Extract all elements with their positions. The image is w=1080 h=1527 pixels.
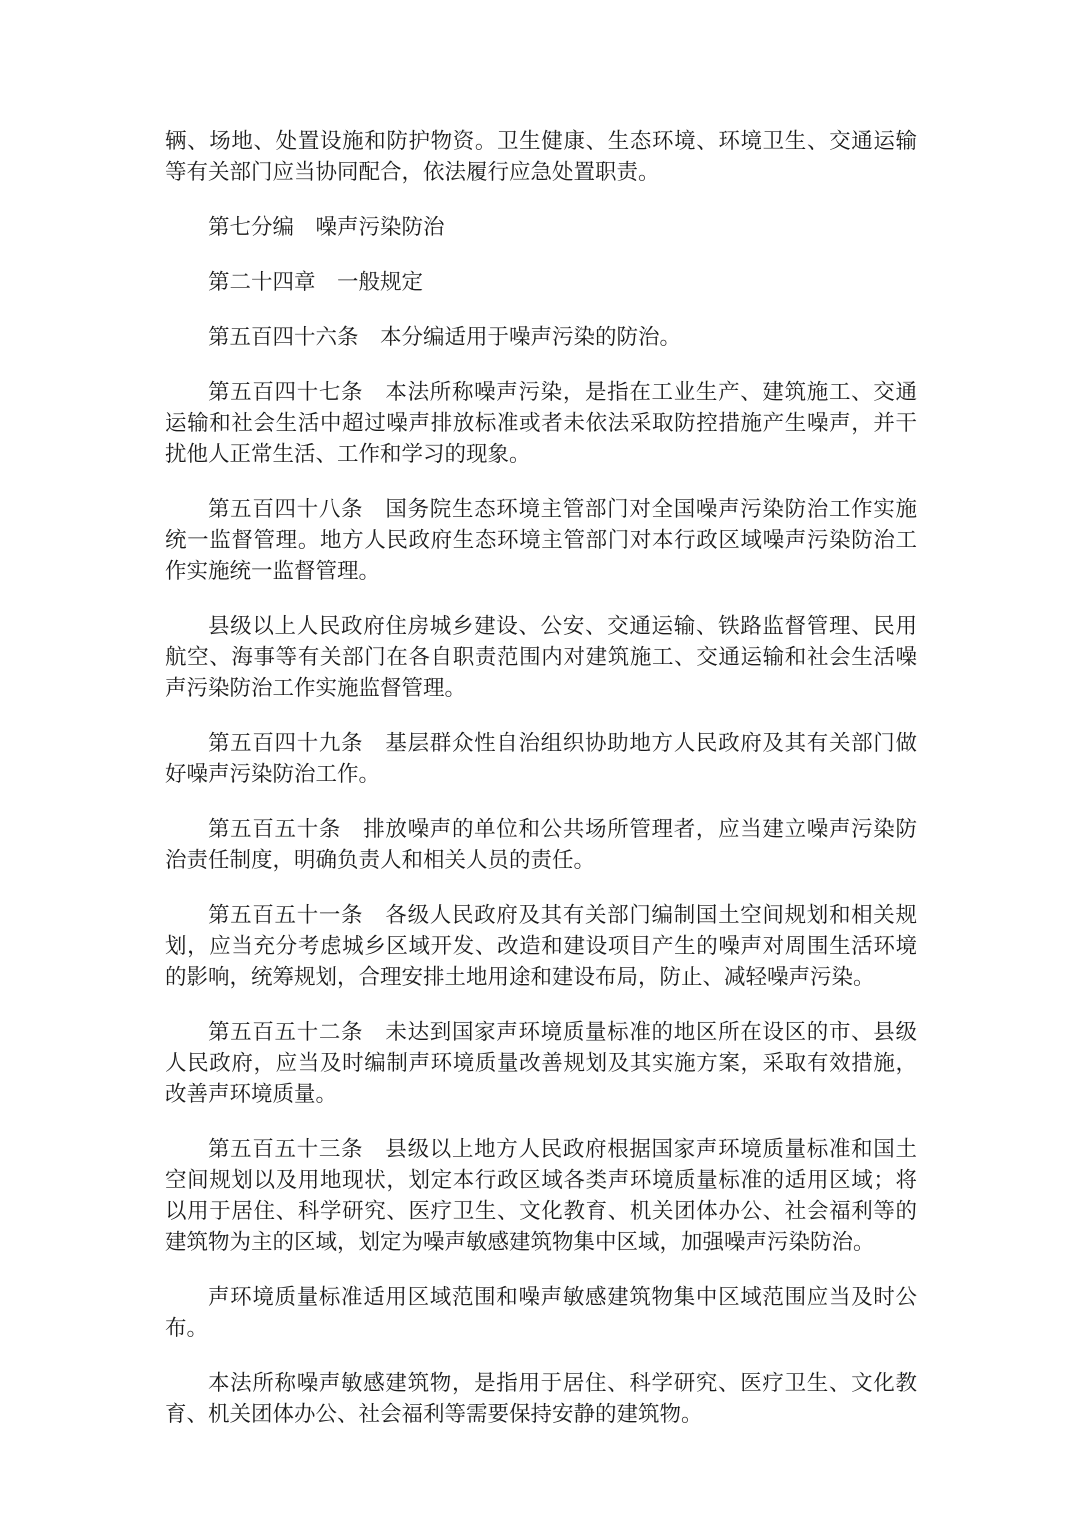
article-548: 第五百四十八条 国务院生态环境主管部门对全国噪声污染防治工作实施统一监督管理。地方人民政府生态环境主管部门对本行政区域噪声污染防治工作实施统一监督管理。 — [165, 497, 917, 584]
article-551: 第五百五十一条 各级人民政府及其有关部门编制国土空间规划和相关规划，应当充分考虑城乡区域开发、改造和建设项目产生的噪声对周围生活环境的影响，统筹规划，合理安排土地用途和建设布局，防止、减轻噪声污染。 — [165, 903, 917, 990]
article-546: 第五百四十六条 本分编适用于噪声污染的防治。 — [208, 325, 682, 350]
article-548-para-2: 县级以上人民政府住房城乡建设、公安、交通运输、铁路监督管理、民用航空、海事等有关部门在各自职责范围内对建筑施工、交通运输和社会生活噪声污染防治工作实施监督管理。 — [165, 614, 917, 701]
article-550: 第五百五十条 排放噪声的单位和公共场所管理者，应当建立噪声污染防治责任制度，明确负责人和相关人员的责任。 — [165, 817, 917, 873]
article-553-para-2: 声环境质量标准适用区域范围和噪声敏感建筑物集中区域范围应当及时公布。 — [165, 1285, 917, 1341]
chapter-heading: 第二十四章 一般规定 — [208, 270, 424, 295]
document-page — [165, 126, 917, 1454]
article-549: 第五百四十九条 基层群众性自治组织协助地方人民政府及其有关部门做好噪声污染防治工作。 — [165, 731, 917, 787]
subpart-heading: 第七分编 噪声污染防治 — [208, 215, 445, 240]
article-553-para-3: 本法所称噪声敏感建筑物，是指用于居住、科学研究、医疗卫生、文化教育、机关团体办公、社会福利等需要保持安静的建筑物。 — [165, 1371, 917, 1427]
paragraph-continuation: 辆、场地、处置设施和防护物资。卫生健康、生态环境、环境卫生、交通运输等有关部门应当协同配合，依法履行应急处置职责。 — [165, 129, 917, 185]
article-552: 第五百五十二条 未达到国家声环境质量标准的地区所在设区的市、县级人民政府，应当及时编制声环境质量改善规划及其实施方案，采取有效措施，改善声环境质量。 — [165, 1020, 917, 1107]
article-553: 第五百五十三条 县级以上地方人民政府根据国家声环境质量标准和国土空间规划以及用地现状，划定本行政区域各类声环境质量标准的适用区域；将以用于居住、科学研究、医疗卫生、文化教育、机关团体办公、社会福利等的建筑物为主的区域，划定为噪声敏感建筑物集中区域，加强噪声污染防治。 — [165, 1137, 917, 1255]
article-547: 第五百四十七条 本法所称噪声污染，是指在工业生产、建筑施工、交通运输和社会生活中超过噪声排放标准或者未依法采取防控措施产生噪声，并干扰他人正常生活、工作和学习的现象。 — [165, 380, 917, 467]
